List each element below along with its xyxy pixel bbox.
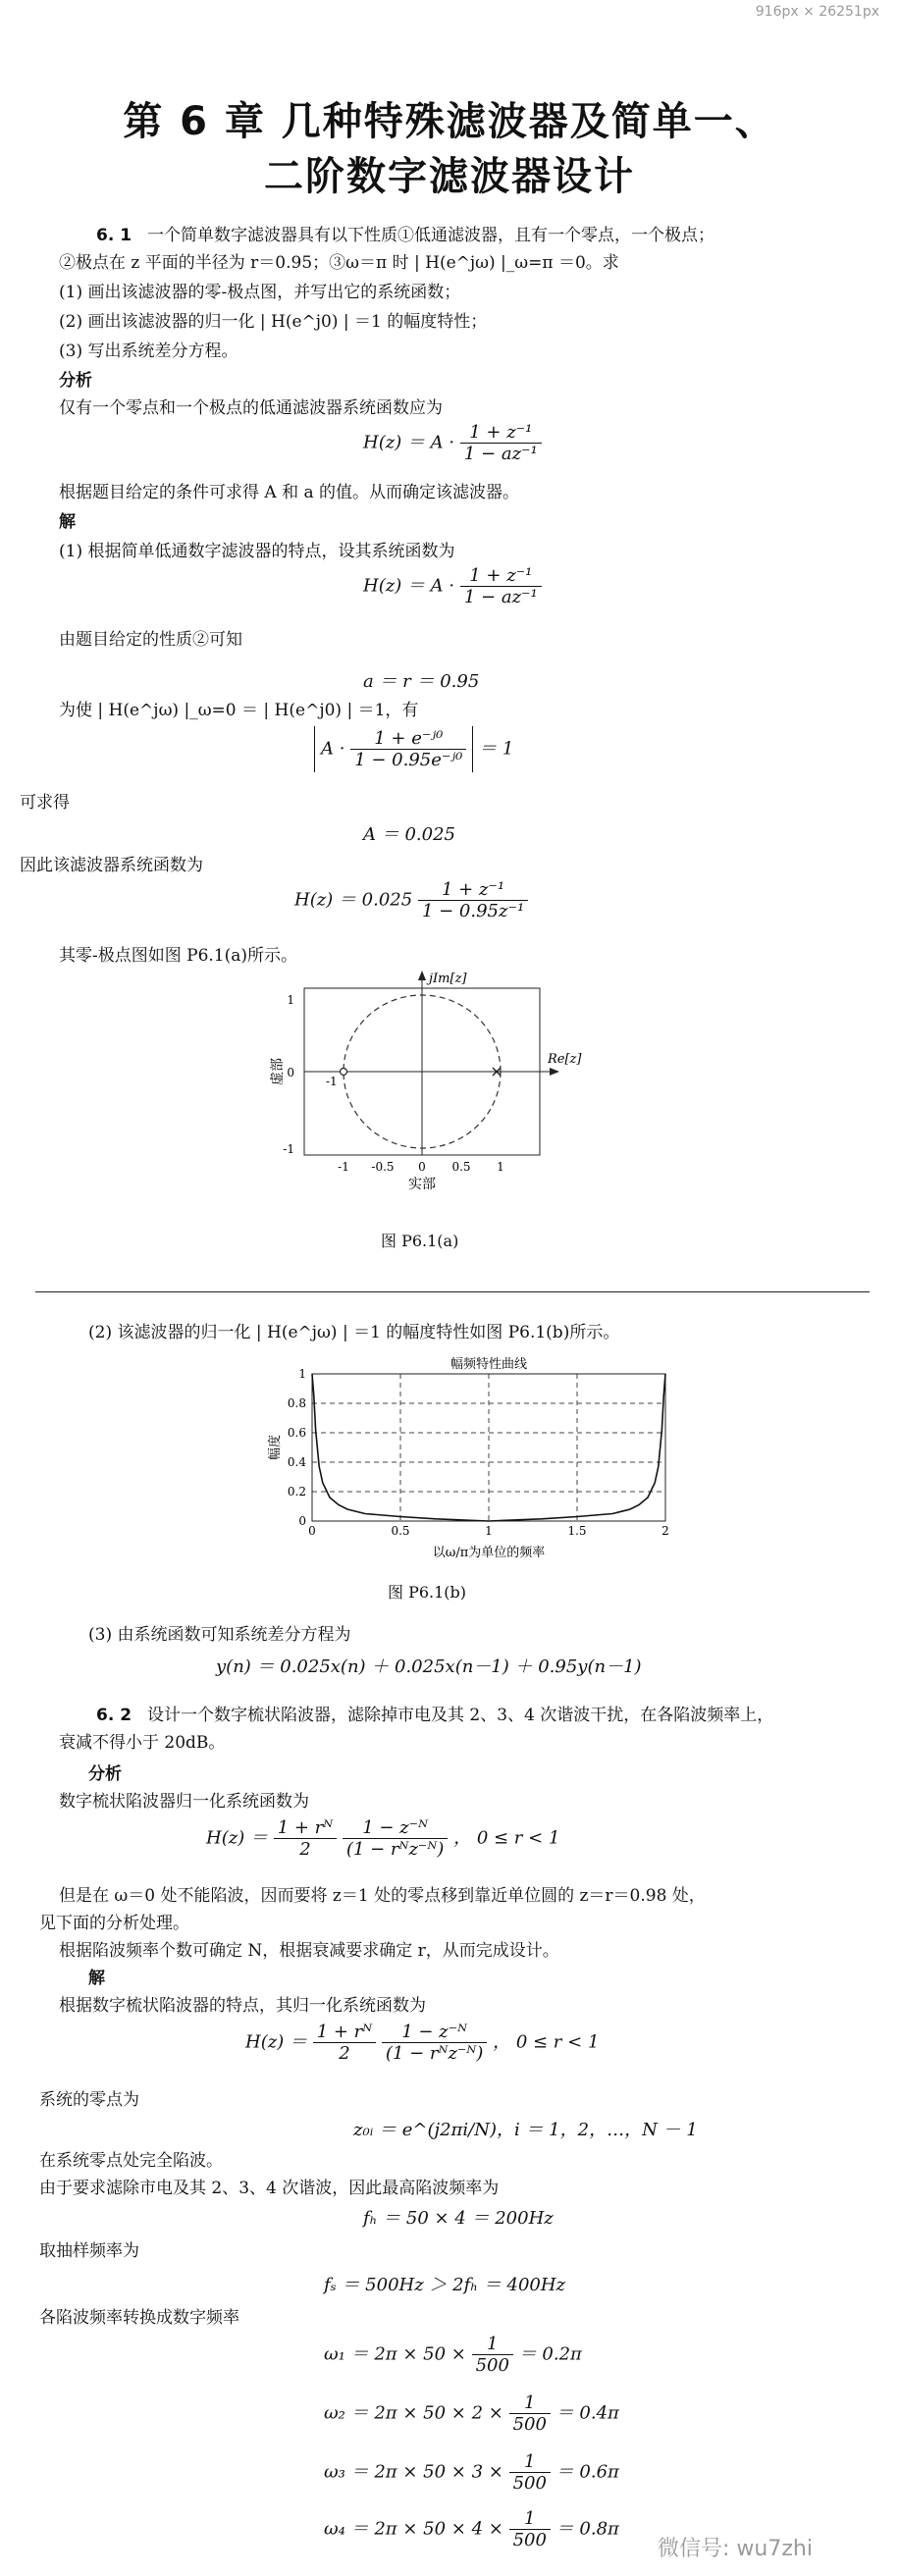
chapter-title-line2: 二阶数字滤波器设计 xyxy=(264,154,635,199)
solution-step-1: (1) 根据简单低通数字滤波器的特点，设其系统函数为 xyxy=(59,542,455,561)
fraction-numerator: 1 + e⁻ʲ⁰ xyxy=(350,728,466,750)
absolute-value xyxy=(314,726,473,772)
solution-heading: 解 xyxy=(59,512,76,532)
amplitude-response-chart xyxy=(265,1352,669,1568)
abs-prefix: A · xyxy=(321,738,345,760)
fraction xyxy=(460,422,542,464)
fraction-numerator: 1 + z⁻¹ xyxy=(418,879,528,901)
equation-omega-4 xyxy=(324,2508,619,2550)
equation-comb-filter xyxy=(206,1817,559,1860)
solution-6-2-line2: 系统的零点为 xyxy=(39,2090,139,2110)
y-tick-label: 0.6 xyxy=(287,1426,306,1440)
solution-step-2: 由题目给定的性质②可知 xyxy=(59,630,242,650)
fraction-numerator: 1 + z⁻¹ xyxy=(460,565,542,587)
problem-number-6-1: 6. 1 xyxy=(96,226,132,245)
analysis-line1: 仅有一个零点和一个极点的低通滤波器系统函数应为 xyxy=(59,398,443,418)
xtick-minus-0-5: -0.5 xyxy=(371,1160,395,1174)
question-1: (1) 画出该滤波器的零-极点图，并写出它的系统函数； xyxy=(59,283,461,302)
omega-suffix: ＝ 0.4π xyxy=(555,2402,619,2424)
fraction-denominator: (1 − rᴺz⁻ᴺ) xyxy=(385,2043,484,2064)
fraction-denominator: 2 xyxy=(299,1839,311,1860)
x-tick-label: 1.5 xyxy=(567,1524,587,1538)
equation-prefix: H(z) ＝ xyxy=(245,2031,307,2053)
xtick-1: 1 xyxy=(497,1160,504,1174)
omega-prefix: ω₂ ＝ 2π × 50 × 2 × xyxy=(324,2402,503,2424)
fraction-numerator: 1 + rᴺ xyxy=(313,2022,377,2043)
analysis-6-2-line2: 但是在 ω＝0 处不能陷波，因而要将 z＝1 处的零点移到靠近单位圆的 z＝r＝0.98 处， xyxy=(59,1886,706,1906)
solution-step-8: (3) 由系统函数可知系统差分方程为 xyxy=(88,1625,351,1645)
solution-step-3: 为使 | H(e^jω) |_ω=0 ＝ | H(e^j0) | ＝1，有 xyxy=(59,701,419,720)
problem-6-2-line2: 衰减不得小于 20dB。 xyxy=(59,1733,226,1753)
equation-prefix: H(z) ＝ A · xyxy=(363,432,455,453)
imaginary-axis-arrow xyxy=(418,971,426,980)
x-tick-label: 0 xyxy=(308,1524,316,1538)
xtick-0-5: 0.5 xyxy=(451,1160,471,1174)
fraction-denominator: 500 xyxy=(512,2414,547,2435)
equation-system-function-2 xyxy=(363,565,542,607)
zero-label: -1 xyxy=(326,1075,338,1088)
omega-suffix: ＝ 0.6π xyxy=(555,2461,619,2483)
solution-step-4: 可求得 xyxy=(20,793,70,813)
ytick-minus-1: -1 xyxy=(283,1142,294,1156)
equation-condition: ， 0 ≤ r < 1 xyxy=(453,1827,560,1849)
solution-6-2-line6: 各陷波频率转换成数字频率 xyxy=(39,2308,239,2328)
analysis-6-2-line1: 数字梳状陷波器归一化系统函数为 xyxy=(59,1792,309,1812)
xtick-0: 0 xyxy=(418,1160,426,1174)
fraction-denominator: 500 xyxy=(512,2473,547,2494)
equation-a-value: a ＝ r ＝ 0.95 xyxy=(363,671,480,692)
fraction-numerator: 1 + rᴺ xyxy=(274,1817,338,1839)
image-dimensions: 916px × 26251px xyxy=(755,4,879,20)
fraction xyxy=(472,2334,513,2376)
chart-ticks xyxy=(288,1367,669,1538)
fraction-denominator: (1 − rᴺz⁻ᴺ) xyxy=(345,1839,445,1860)
fraction-numerator: 1 xyxy=(509,2508,551,2530)
fraction xyxy=(509,2508,551,2550)
solution-6-2-line3: 在系统零点处完全陷波。 xyxy=(39,2151,223,2171)
fraction-numerator: 1 + z⁻¹ xyxy=(460,422,542,444)
omega-suffix: ＝ 0.8π xyxy=(555,2518,619,2540)
equation-A-value: A ＝ 0.025 xyxy=(363,824,455,845)
fraction-2 xyxy=(382,2022,487,2064)
fraction-denominator: 1 − az⁻¹ xyxy=(463,444,538,464)
equation-condition: ， 0 ≤ r < 1 xyxy=(493,2031,600,2053)
omega-prefix: ω₄ ＝ 2π × 50 × 4 × xyxy=(324,2518,503,2540)
equation-zeros: z₀ᵢ ＝ e^(j2πi/N)，i ＝ 1，2，…，N － 1 xyxy=(353,2120,698,2140)
fraction-2 xyxy=(343,1817,448,1860)
fraction-numerator: 1 − z⁻ᴺ xyxy=(343,1817,448,1839)
equation-fs: fₛ ＝ 500Hz ＞ 2fₕ ＝ 400Hz xyxy=(324,2275,566,2295)
fraction-denominator: 1 − 0.95z⁻¹ xyxy=(421,901,525,921)
equation-fh: fₕ ＝ 50 × 4 ＝ 200Hz xyxy=(363,2208,554,2229)
x-tick-label: 0.5 xyxy=(391,1524,410,1538)
fraction-denominator: 500 xyxy=(512,2530,547,2550)
fraction-numerator: 1 xyxy=(509,2451,551,2473)
abs-suffix: ＝ 1 xyxy=(479,738,514,760)
fraction xyxy=(350,728,466,770)
page-divider xyxy=(35,1291,870,1292)
xtick-minus-1: -1 xyxy=(338,1160,349,1174)
x-tick-label: 2 xyxy=(661,1524,669,1538)
omega-prefix: ω₁ ＝ 2π × 50 × xyxy=(324,2343,466,2365)
question-2: (2) 画出该滤波器的归一化 | H(e^j0) | ＝1 的幅度特性； xyxy=(59,312,488,332)
equation-prefix: H(z) ＝ A · xyxy=(363,575,455,597)
fraction-numerator: 1 xyxy=(509,2392,551,2414)
omega-prefix: ω₃ ＝ 2π × 50 × 3 × xyxy=(324,2461,503,2483)
solution-6-2-line1: 根据数字梳状陷波器的特点，其归一化系统函数为 xyxy=(59,1996,426,2016)
equation-omega-2 xyxy=(324,2392,619,2435)
imaginary-axis-label: jIm[z] xyxy=(429,972,467,986)
solution-6-2-line4: 由于要求滤除市电及其 2、3、4 次谐波，因此最高陷波频率为 xyxy=(39,2179,500,2198)
equation-difference: y(n) ＝ 0.025x(n) ＋ 0.025x(n－1) ＋ 0.95y(n－1) xyxy=(216,1656,642,1677)
problem-number-6-2: 6. 2 xyxy=(96,1706,132,1725)
fraction-1 xyxy=(274,1817,338,1860)
problem-6-2-line1: 设计一个数字梳状陷波器，滤除掉市电及其 2、3、4 次谐波干扰，在各陷波频率上， xyxy=(147,1706,774,1725)
equation-prefix: H(z) ＝ xyxy=(206,1827,268,1849)
problem-6-1-line2: ②极点在 z 平面的半径为 r＝0.95；③ω＝π 时 | H(e^jω) |_ω=π ＝0。求 xyxy=(59,253,619,273)
ytick-1: 1 xyxy=(287,993,294,1007)
fraction-numerator: 1 − z⁻ᴺ xyxy=(382,2022,487,2043)
chart-x-label: 以ω/π为单位的频率 xyxy=(432,1546,546,1560)
solution-step-7: (2) 该滤波器的归一化 | H(e^jω) | ＝1 的幅度特性如图 P6.1(b)所示。 xyxy=(88,1323,620,1342)
fraction xyxy=(509,2451,551,2494)
fraction-denominator: 1 − az⁻¹ xyxy=(463,587,538,607)
omega-suffix: ＝ 0.2π xyxy=(518,2343,582,2365)
fraction-1 xyxy=(313,2022,377,2064)
fraction xyxy=(460,565,542,607)
ytick-0: 0 xyxy=(287,1066,294,1079)
figure-caption-b: 图 P6.1(b) xyxy=(388,1583,467,1602)
y-tick-label: 0.4 xyxy=(287,1455,306,1469)
y-tick-label: 0 xyxy=(298,1514,306,1528)
analysis-6-2-line3: 见下面的分析处理。 xyxy=(39,1914,189,1933)
figure-caption-a: 图 P6.1(a) xyxy=(381,1232,459,1250)
equation-prefix: H(z) ＝ 0.025 xyxy=(294,889,413,911)
y-axis-title: 虚部 xyxy=(270,1058,286,1085)
chapter-title-line1: 第 6 章 几种特殊滤波器及简单一、 xyxy=(123,99,776,144)
analysis-6-2-line4: 根据陷波频率个数可确定 N，根据衰减要求确定 r，从而完成设计。 xyxy=(59,1941,559,1961)
x-tick-label: 1 xyxy=(485,1524,493,1538)
pole-zero-plot xyxy=(265,967,589,1222)
analysis-line2: 根据题目给定的条件可求得 A 和 a 的值。从而确定该滤波器。 xyxy=(59,483,520,502)
y-tick-label: 1 xyxy=(298,1367,306,1381)
solution-6-2-line5: 取抽样频率为 xyxy=(39,2241,139,2261)
zero-marker xyxy=(341,1069,347,1076)
equation-normalization xyxy=(314,726,513,772)
equation-omega-1 xyxy=(324,2334,582,2376)
equation-system-function xyxy=(363,422,542,464)
equation-final-system-function xyxy=(294,879,528,921)
chart-title: 幅频特性曲线 xyxy=(450,1357,528,1372)
problem-6-1-line1: 一个简单数字滤波器具有以下性质①低通滤波器，且有一个零点，一个极点； xyxy=(147,226,714,245)
analysis-heading: 分析 xyxy=(59,371,92,391)
wechat-watermark: 微信号: wu7zhi xyxy=(658,2537,813,2561)
equation-omega-3 xyxy=(324,2451,619,2494)
y-tick-label: 0.8 xyxy=(287,1396,306,1410)
fraction xyxy=(418,879,528,921)
fraction-numerator: 1 xyxy=(472,2334,513,2355)
question-3: (3) 写出系统差分方程。 xyxy=(59,342,238,361)
fraction-denominator: 1 − 0.95e⁻ʲ⁰ xyxy=(354,750,463,770)
analysis-heading-6-2: 分析 xyxy=(88,1764,122,1784)
real-axis-label: Re[z] xyxy=(548,1052,582,1067)
fraction xyxy=(509,2392,551,2435)
equation-comb-filter-2 xyxy=(245,2022,599,2064)
solution-step-5: 因此该滤波器系统函数为 xyxy=(20,856,203,875)
fraction-denominator: 2 xyxy=(339,2043,350,2064)
solution-heading-6-2: 解 xyxy=(88,1969,105,1988)
y-tick-label: 0.2 xyxy=(287,1485,306,1498)
chart-grid xyxy=(312,1374,665,1521)
solution-step-6: 其零-极点图如图 P6.1(a)所示。 xyxy=(59,946,298,966)
fraction-denominator: 500 xyxy=(475,2355,509,2376)
x-axis-title: 实部 xyxy=(408,1177,436,1192)
chart-y-label: 幅度 xyxy=(268,1434,283,1461)
